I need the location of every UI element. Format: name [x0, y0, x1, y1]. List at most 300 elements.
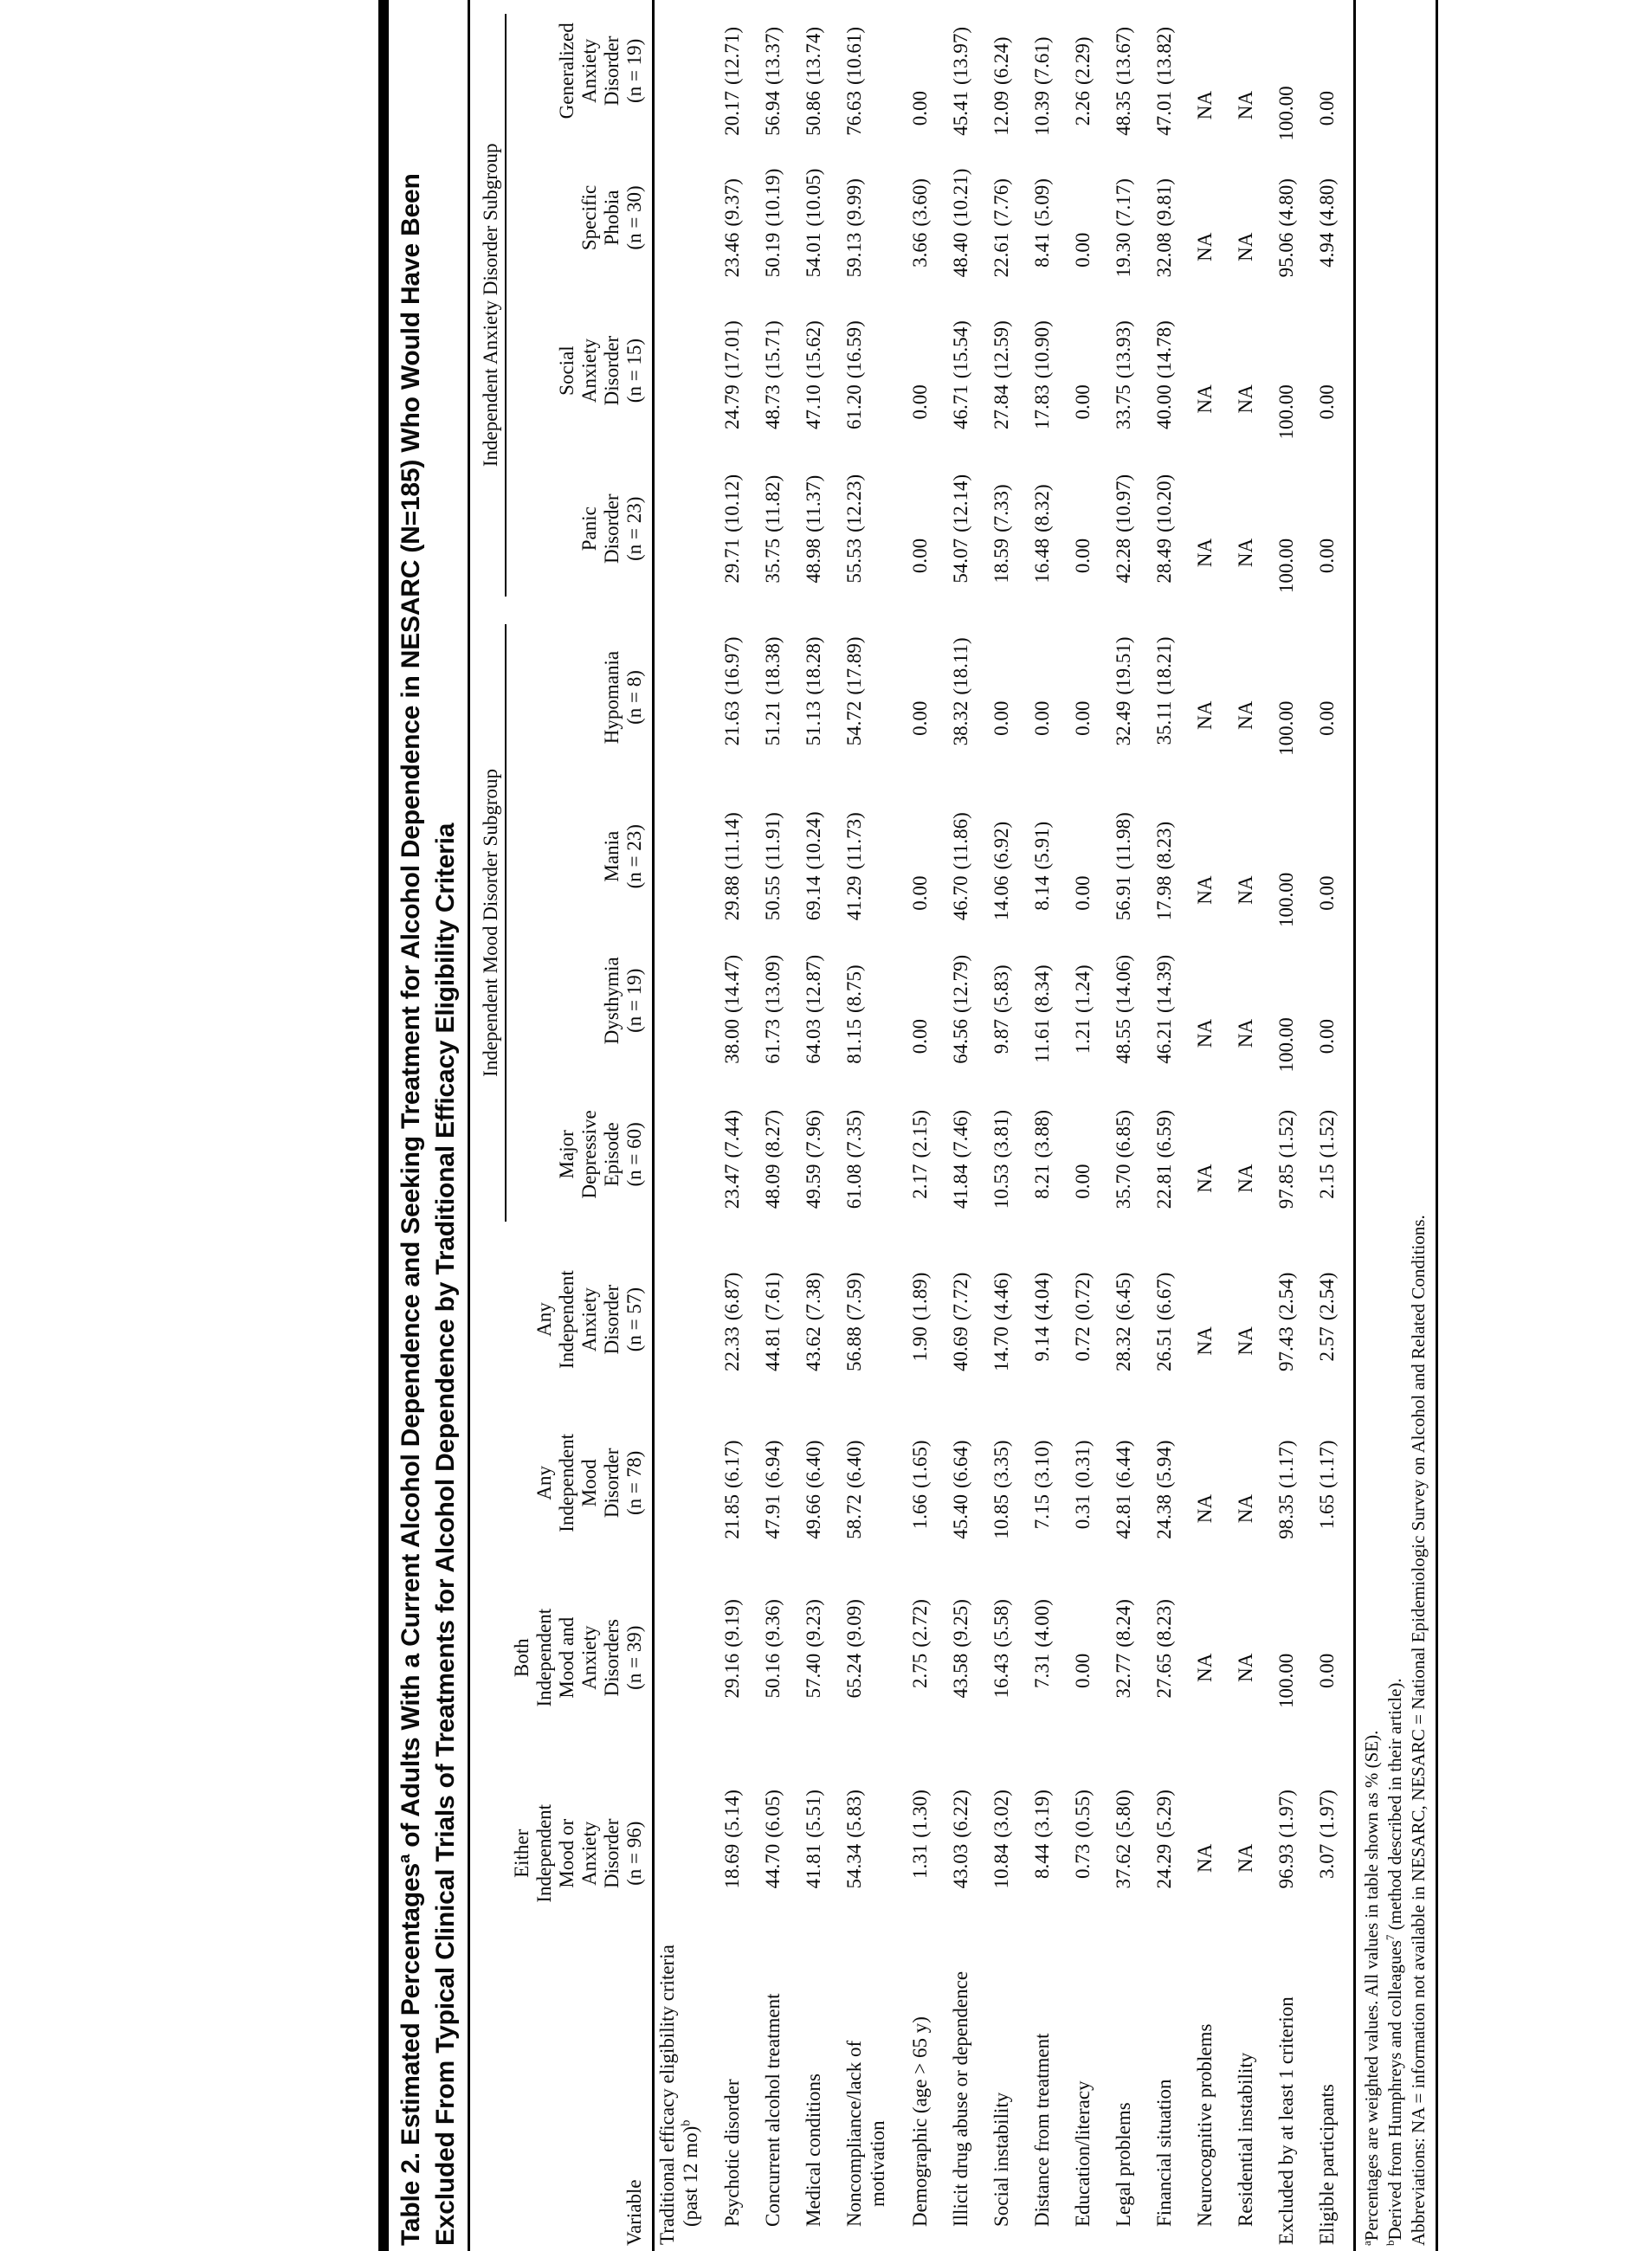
row-label [720, 1954, 760, 2251]
table-row [720, 0, 760, 2251]
value-cell: NA [1234, 91, 1256, 120]
value-cell: 27.84(12.59) [990, 320, 1012, 429]
value-cell: 45.40(6.64) [949, 1440, 971, 1539]
table-row [1314, 0, 1355, 2251]
value-cell: 16.43(5.58) [990, 1599, 1012, 1699]
value-cell: 38.32(18.11) [949, 637, 971, 746]
value-cell: 51.21(18.38) [761, 636, 784, 746]
value-cell: 0.00 [908, 91, 931, 126]
value-cell: 42.28(10.97) [1112, 474, 1134, 584]
row-label [907, 1954, 948, 2251]
column-header-any-independent-anxiety [507, 1235, 654, 1403]
column-header-line: (n = 60) [623, 1122, 645, 1187]
value-cell: 0.00 [1314, 1563, 1355, 1753]
value-cell: 29.71(10.12) [720, 474, 743, 584]
value-cell: 44.70(6.05) [761, 1790, 784, 1889]
value-cell: NA [1193, 91, 1216, 120]
value-cell: 48.98(11.37) [802, 474, 824, 584]
value-cell: 0.00 [1314, 0, 1355, 142]
value-cell: 46.71(15.54) [949, 320, 971, 429]
footnote-marker-a: a [395, 1854, 413, 1864]
column-header-line: Episode [601, 1122, 623, 1187]
value-cell: 0.00 [1071, 1164, 1094, 1199]
column-header-variable: Variable [507, 1954, 654, 2251]
value-cell: 19.30(7.17) [1112, 178, 1134, 278]
table-row [907, 0, 948, 2251]
value-cell: 69.14(10.24) [802, 811, 824, 921]
column-header-line: (n = 96) [623, 1821, 645, 1886]
row-label-text: Distance from treatment [1030, 2033, 1053, 2227]
value-cell: 100.00 [1274, 538, 1297, 594]
value-cell: 41.84(7.46) [949, 1109, 971, 1209]
column-header-line: Depressive [578, 1110, 600, 1199]
value-cell: NA [1234, 1494, 1256, 1524]
column-header-line: Generalized [556, 23, 578, 119]
value-cell: 56.91(11.98) [1112, 812, 1134, 921]
column-header-line: Anxiety [578, 1821, 600, 1886]
value-cell: 97.43(2.54) [1274, 1272, 1297, 1371]
value-cell: NA [1193, 1018, 1216, 1048]
value-cell: 1.65(1.17) [1314, 1403, 1355, 1563]
column-header-line: Social [556, 345, 578, 396]
value-cell: 10.84(3.02) [990, 1790, 1012, 1889]
column-header-line: Either [511, 1829, 532, 1878]
column-header-line: Independent [556, 1270, 578, 1369]
row-label-text: Psychotic disorder [720, 2079, 743, 2227]
column-header-line: (n = 23) [623, 824, 645, 889]
value-cell: 8.21(3.88) [1030, 1109, 1053, 1199]
value-cell: 54.72(17.89) [842, 636, 865, 746]
value-cell: 16.48(8.32) [1030, 484, 1053, 584]
row-label-text: Financial situation [1152, 2079, 1175, 2227]
column-header-line: Anxiety [578, 1287, 600, 1352]
column-header-line: (n = 39) [623, 1625, 645, 1690]
value-cell: 10.85(3.35) [990, 1440, 1012, 1539]
value-cell: 11.61(8.34) [1030, 964, 1053, 1063]
column-header-line: (n = 8) [623, 670, 645, 725]
value-cell: 28.32(6.45) [1112, 1272, 1134, 1371]
value-cell: 28.49(10.20) [1152, 474, 1175, 584]
value-cell: 54.34(5.83) [842, 1790, 865, 1889]
table-row [1274, 0, 1314, 2251]
value-cell: 45.41(13.97) [949, 26, 971, 136]
value-cell: NA [1193, 232, 1216, 261]
row-label-text: Legal problems [1112, 2102, 1134, 2227]
row-label-text: Education/literacy [1071, 2080, 1094, 2227]
value-cell: 76.63(10.61) [842, 26, 865, 136]
column-header-line: Hypomania [601, 650, 623, 745]
row-label-text: Noncompliance/lack of [842, 2040, 865, 2227]
value-cell: 61.20(16.59) [842, 320, 865, 429]
value-cell: 48.09(8.27) [761, 1109, 784, 1209]
row-label [1233, 1954, 1274, 2251]
column-header-line: Major [556, 1130, 578, 1179]
value-cell: NA [1193, 1326, 1216, 1356]
column-header-line: (n = 19) [623, 38, 645, 103]
column-header-major-depressive-episode [507, 1074, 654, 1236]
row-label-text: Illicit drug abuse or dependence [949, 1970, 971, 2227]
column-header-line: Disorder [601, 1448, 623, 1519]
value-cell: 23.46(9.37) [720, 178, 743, 278]
column-header-line: Dysthymia [601, 957, 623, 1045]
column-header-line: Anxiety [578, 1625, 600, 1690]
value-cell: 22.81(6.59) [1152, 1109, 1175, 1209]
table-row [842, 0, 907, 2251]
value-cell: 37.62(5.80) [1112, 1790, 1134, 1889]
column-header-either-independent-mood-or-anxiety [507, 1753, 654, 1954]
value-cell: NA [1234, 232, 1256, 261]
column-header-line: Specific [578, 184, 600, 251]
value-cell: 35.75(11.82) [761, 474, 784, 584]
row-label-continuation: motivation [866, 2120, 888, 2207]
value-cell: NA [1193, 875, 1216, 905]
row-label [760, 1954, 801, 2251]
column-header-line: Disorder [601, 35, 623, 106]
value-cell: 46.21(14.39) [1152, 954, 1175, 1064]
value-cell: NA [1193, 700, 1216, 730]
value-cell: 47.01(13.82) [1152, 26, 1175, 136]
value-cell: 57.40(9.23) [802, 1599, 824, 1699]
value-cell: 9.87(5.83) [990, 964, 1012, 1055]
value-cell: 1.21(1.24) [1071, 964, 1094, 1055]
value-cell: 2.57(2.54) [1314, 1235, 1355, 1403]
value-cell: 97.85(1.52) [1274, 1109, 1297, 1209]
value-cell: NA [1234, 700, 1256, 730]
value-cell: 100.00 [1274, 86, 1297, 141]
value-cell: 8.41(5.09) [1030, 178, 1053, 268]
column-header-line: Disorder [601, 1818, 623, 1889]
value-cell: 50.86(13.74) [802, 26, 824, 136]
column-header-line: Phobia [601, 190, 623, 246]
row-label [1152, 1954, 1192, 2251]
value-cell: 61.08(7.35) [842, 1109, 865, 1209]
value-cell: NA [1193, 1843, 1216, 1873]
column-header-line: Anxiety [578, 38, 600, 103]
table-row [654, 0, 720, 2251]
row-label [948, 1954, 989, 2251]
value-cell: 3.07(1.97) [1314, 1753, 1355, 1954]
column-header-line: Mania [601, 830, 623, 882]
value-cell: NA [1234, 1326, 1256, 1356]
value-cell: 32.77(8.24) [1112, 1599, 1134, 1699]
value-cell: 100.00 [1274, 872, 1297, 927]
row-label [801, 1954, 842, 2251]
value-cell: 0.00 [908, 875, 931, 911]
value-cell: 0.00 [1030, 700, 1053, 736]
value-cell: 1.66(1.65) [908, 1440, 931, 1530]
value-cell: NA [1234, 384, 1256, 414]
column-header-line: Independent [533, 1608, 555, 1707]
value-cell: NA [1234, 1653, 1256, 1682]
value-cell: NA [1193, 1653, 1216, 1682]
value-cell: 24.29(5.29) [1152, 1790, 1175, 1889]
value-cell: 1.90(1.89) [908, 1272, 931, 1362]
value-cell: NA [1234, 1018, 1256, 1048]
value-cell: 26.51(6.67) [1152, 1272, 1175, 1371]
column-header-line: Both [511, 1638, 532, 1678]
table-row [1070, 0, 1111, 2251]
value-cell: 54.07(12.14) [949, 474, 971, 584]
column-header-line: Mood or [556, 1818, 578, 1888]
value-cell: 8.14(5.91) [1030, 821, 1053, 911]
column-header-line: (n = 15) [623, 338, 645, 403]
value-cell: 65.24(9.09) [842, 1599, 865, 1699]
value-cell: NA [1193, 1164, 1216, 1193]
column-header-line: Disorder [601, 1284, 623, 1355]
value-cell: 100.00 [1274, 700, 1297, 756]
value-cell: 59.13(9.99) [842, 178, 865, 278]
value-cell: 95.06(4.80) [1274, 178, 1297, 278]
value-cell: 27.65(8.23) [1152, 1599, 1175, 1699]
value-cell: 21.63(16.97) [720, 636, 743, 746]
row-label-text: Concurrent alcohol treatment [761, 1993, 784, 2227]
value-cell: 33.75(13.93) [1112, 320, 1134, 429]
value-cell: 17.98(8.23) [1152, 821, 1175, 921]
table-row [801, 0, 842, 2251]
value-cell: 44.81(7.61) [761, 1272, 784, 1371]
table-title [394, 3, 463, 2246]
footnote-b: $^b$Derived from Humphreys and colleagues$^7$ (method described in their article). [1384, 1678, 1405, 2246]
row-label-text: Medical conditions [802, 2074, 824, 2227]
column-header-line: Disorder [601, 335, 623, 406]
value-cell: 50.19(10.19) [761, 168, 784, 278]
value-cell: 81.15(8.75) [842, 964, 865, 1064]
value-cell: 40.69(7.72) [949, 1272, 971, 1371]
value-cell: 50.55(11.91) [761, 812, 784, 921]
value-cell: 0.00 [1071, 1653, 1094, 1688]
value-cell: 10.39(7.61) [1030, 36, 1053, 136]
column-header-line: Mood [578, 1459, 600, 1507]
column-header-line: (n = 19) [623, 968, 645, 1033]
value-cell: 35.70(6.85) [1112, 1109, 1134, 1209]
table-row [1192, 0, 1233, 2251]
value-cell: 7.31(4.00) [1030, 1599, 1053, 1688]
row-label [1192, 1954, 1233, 2251]
column-header-line: Independent [533, 1803, 555, 1903]
value-cell: 0.73(0.55) [1071, 1790, 1094, 1879]
value-cell: 8.44(3.19) [1030, 1790, 1053, 1879]
value-cell: 10.53(3.81) [990, 1109, 1012, 1209]
value-cell: 24.38(5.94) [1152, 1440, 1175, 1539]
column-header-line: Disorder [601, 493, 623, 564]
value-cell: 56.88(7.59) [842, 1272, 865, 1371]
value-cell: 18.59(7.33) [990, 484, 1012, 584]
row-label [1111, 1954, 1152, 2251]
empty-cell [654, 0, 720, 1954]
value-cell: 58.72(6.40) [842, 1440, 865, 1539]
table-row [989, 0, 1029, 2251]
value-cell: 0.00 [1314, 448, 1355, 610]
value-cell: 54.01(10.05) [802, 168, 824, 278]
value-cell: 48.40(10.21) [949, 168, 971, 278]
row-label-text: Demographic (age > 65 y) [908, 2016, 931, 2227]
value-cell: 47.10(15.62) [802, 320, 824, 429]
value-cell: 46.70(11.86) [949, 812, 971, 921]
group-header-anxiety [475, 0, 507, 610]
table-title-text: Table 2. Estimated Percentages$^a$ of Adults With a Current Alcohol Dependence and Seeking Treatment for Alcohol Dependence in NESARC (N=185) Who Would Have Been Excluded From Typical Clinical Trials of Treatments for Alcohol Dependence by Traditional Efficacy Eligibility Criteria [395, 173, 460, 2246]
value-cell: 55.53(12.23) [842, 474, 865, 584]
footnote-a: $^a$Percentages are weighted values. All values in table shown as % (SE). [1360, 1730, 1382, 2246]
value-cell: 100.00 [1274, 1653, 1297, 1708]
value-cell: 12.09(6.24) [990, 36, 1012, 136]
value-cell: 22.33(6.87) [720, 1272, 743, 1371]
row-label-continuation: (past 12 mo)$^b$ [679, 2119, 701, 2227]
table-content [475, 0, 1438, 2251]
table-row [1029, 0, 1070, 2251]
row-label-text: Residential instability [1234, 2052, 1256, 2227]
value-cell: 23.47(7.44) [720, 1109, 743, 1209]
row-label-text: Eligible participants [1315, 2084, 1338, 2245]
value-cell: 56.94(13.37) [761, 26, 784, 136]
value-cell: 49.66(6.40) [802, 1440, 824, 1539]
value-cell: 41.81(5.51) [802, 1790, 824, 1889]
row-label [1314, 1954, 1355, 2251]
value-cell: 48.73(15.71) [761, 320, 784, 429]
value-cell: 2.26(2.29) [1071, 36, 1094, 126]
row-label [989, 1954, 1029, 2251]
value-cell: 0.00 [1314, 928, 1355, 1074]
column-header-panic-disorder [507, 448, 654, 610]
value-cell: 41.29(11.73) [842, 812, 865, 921]
value-cell: 21.85(6.17) [720, 1440, 743, 1539]
value-cell: 14.70(4.46) [990, 1272, 1012, 1371]
value-cell: 18.69(5.14) [720, 1790, 743, 1889]
column-header-social-anxiety-disorder [507, 293, 654, 448]
row-label [1029, 1954, 1070, 2251]
table-row [760, 0, 801, 2251]
value-cell: 2.15(1.52) [1314, 1074, 1355, 1236]
value-cell: NA [1234, 538, 1256, 568]
value-cell: 17.83(10.90) [1030, 320, 1053, 429]
value-cell: 35.11(18.21) [1152, 636, 1175, 745]
row-label-text: Neurocognitive problems [1193, 2023, 1216, 2227]
column-header-specific-phobia [507, 142, 654, 294]
value-cell: 2.75(2.72) [908, 1599, 931, 1688]
column-header-dysthymia [507, 928, 654, 1074]
table-row [1111, 0, 1152, 2251]
value-cell: NA [1193, 384, 1216, 414]
group-header-mood-label: Independent Mood Disorder Subgroup [480, 624, 507, 1222]
column-header-both-independent-mood-and-anxiety [507, 1563, 654, 1753]
value-cell: 32.08(9.81) [1152, 178, 1175, 278]
value-cell: 0.31(0.31) [1071, 1440, 1094, 1530]
value-cell: 14.06(6.92) [990, 821, 1012, 921]
column-header-line: Any [533, 1466, 555, 1500]
value-cell: 0.00 [1314, 293, 1355, 448]
value-cell: 29.88(11.14) [720, 812, 743, 921]
column-header-line: Disorders [601, 1618, 623, 1697]
footnotes [1360, 0, 1430, 2246]
value-cell: 0.00 [908, 700, 931, 736]
value-cell: 100.00 [1274, 1017, 1297, 1073]
value-cell: 98.35(1.17) [1274, 1440, 1297, 1539]
value-cell: 0.00 [1071, 538, 1094, 574]
value-cell: 20.17(12.71) [720, 26, 743, 136]
value-cell: 96.93(1.97) [1274, 1790, 1297, 1889]
value-cell: 0.00 [908, 1018, 931, 1055]
value-cell: 0.00 [1314, 784, 1355, 928]
column-header-line: Anxiety [578, 339, 600, 403]
value-cell: 29.16(9.19) [720, 1599, 743, 1699]
value-cell: 40.00(14.78) [1152, 320, 1175, 429]
value-cell: NA [1234, 1164, 1256, 1193]
row-label [654, 1945, 720, 2251]
column-header-hypomania [507, 610, 654, 785]
column-header-line: (n = 30) [623, 185, 645, 250]
value-cell: 0.72(0.72) [1071, 1272, 1094, 1362]
row-label-text: Traditional efficacy eligibility criteria [656, 1945, 678, 2245]
table-title-line2: Excluded From Typical Clinical Trials of Treatments for Alcohol Dependence by Traditional Efficacy Eligibility Criteria [431, 822, 460, 2246]
group-header-anxiety-label: Independent Anxiety Disorder Subgroup [480, 14, 507, 597]
value-cell: 2.17(2.15) [908, 1109, 931, 1199]
value-cell: 0.00 [1071, 232, 1094, 268]
title-bottom-rule [468, 0, 470, 2251]
value-cell: 49.59(7.96) [802, 1109, 824, 1209]
column-header-line: Panic [578, 506, 600, 551]
row-label [1274, 1954, 1314, 2251]
table-row [1233, 0, 1274, 2251]
value-cell: NA [1234, 875, 1256, 905]
value-cell: 24.79(17.01) [720, 320, 743, 429]
value-cell: 50.16(9.36) [761, 1599, 784, 1699]
value-cell: 43.03(6.22) [949, 1790, 971, 1889]
value-cell: 64.56(12.79) [949, 954, 971, 1064]
column-header-line: (n = 23) [623, 496, 645, 561]
value-cell: 64.03(12.87) [802, 954, 824, 1064]
value-cell: 48.35(13.67) [1112, 26, 1134, 136]
value-cell: 0.00 [1071, 875, 1094, 911]
value-cell: 0.00 [908, 384, 931, 420]
group-header-spacer [475, 1235, 507, 2251]
table-row [948, 0, 989, 2251]
column-header-line: (n = 57) [623, 1287, 645, 1352]
row-label [842, 1954, 907, 2251]
value-cell: 51.13(18.28) [802, 636, 824, 746]
footnote-abbreviations: Abbreviations: NA = information not available in NESARC, NESARC = National Epidemiologic Survey on Alcohol and Related Conditions. [1408, 1215, 1429, 2246]
value-cell: 42.81(6.44) [1112, 1440, 1134, 1539]
value-cell: 61.73(13.09) [761, 954, 784, 1064]
column-header-generalized-anxiety-disorder [507, 0, 654, 142]
value-cell: 38.00(14.47) [720, 954, 743, 1064]
value-cell: 0.00 [908, 538, 931, 574]
table-bottom-rule [1436, 0, 1438, 2251]
value-cell: 43.58(9.25) [949, 1599, 971, 1699]
footnote-marker-b: b [679, 2119, 694, 2126]
column-header-mania [507, 784, 654, 928]
column-header-line: Any [533, 1302, 555, 1337]
value-cell: 0.00 [1314, 610, 1355, 785]
column-header-line: Mood and [556, 1616, 578, 1699]
column-header-any-independent-mood [507, 1403, 654, 1563]
value-cell: 4.94(4.80) [1314, 142, 1355, 294]
value-cell: 100.00 [1274, 384, 1297, 440]
value-cell: NA [1193, 1494, 1216, 1524]
value-cell: 0.00 [1071, 384, 1094, 420]
value-cell: 32.49(19.51) [1112, 636, 1134, 746]
group-header-mood [475, 610, 507, 1236]
value-cell: 47.91(6.94) [761, 1440, 784, 1539]
value-cell: 22.61(7.76) [990, 178, 1012, 278]
value-cell: 43.62(7.38) [802, 1272, 824, 1371]
value-cell: NA [1234, 1843, 1256, 1873]
table-row [1152, 0, 1192, 2251]
value-cell: 3.66(3.60) [908, 178, 931, 268]
column-header-line: Independent [556, 1434, 578, 1532]
value-cell: 0.00 [990, 700, 1012, 736]
value-cell: 48.55(14.06) [1112, 954, 1134, 1064]
row-label-text: Social instability [990, 2092, 1012, 2227]
row-label-text: Excluded by at least 1 criterion [1274, 1996, 1297, 2245]
